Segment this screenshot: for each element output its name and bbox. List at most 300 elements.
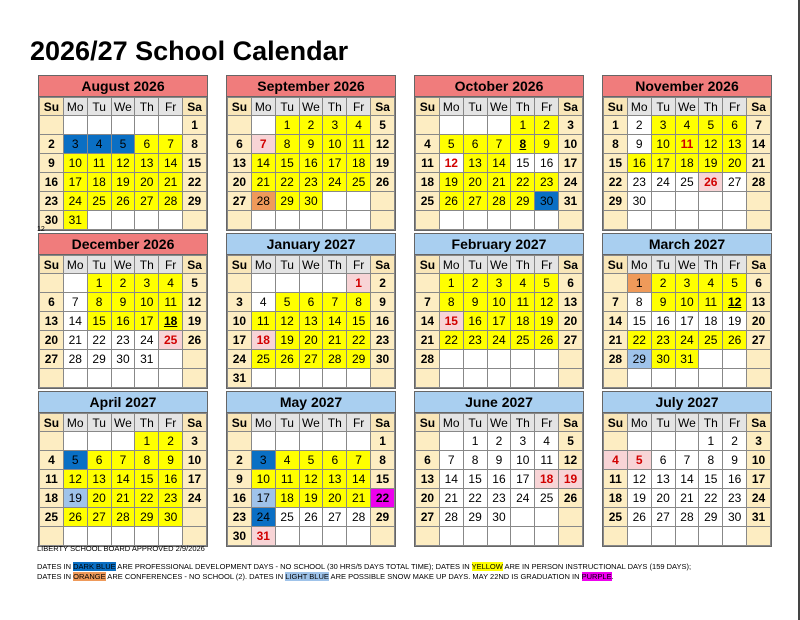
day-cell: 17 bbox=[251, 489, 275, 508]
empty-cell bbox=[439, 369, 463, 388]
day-cell: 22 bbox=[699, 489, 723, 508]
day-cell: 15 bbox=[511, 154, 535, 173]
empty-cell bbox=[371, 527, 395, 546]
day-cell: 20 bbox=[651, 489, 675, 508]
weekday-header: We bbox=[675, 98, 699, 116]
day-cell: 22 bbox=[87, 331, 111, 350]
day-cell: 30 bbox=[111, 350, 135, 369]
day-cell: 15 bbox=[463, 470, 487, 489]
day-cell: 23 bbox=[159, 489, 183, 508]
day-cell: 11 bbox=[604, 470, 628, 489]
day-cell: 8 bbox=[511, 135, 535, 154]
day-cell: 5 bbox=[723, 274, 747, 293]
empty-cell bbox=[40, 432, 64, 451]
day-cell: 4 bbox=[699, 274, 723, 293]
day-cell: 23 bbox=[651, 331, 675, 350]
weekday-header: We bbox=[299, 414, 323, 432]
day-cell: 24 bbox=[251, 508, 275, 527]
day-cell: 2 bbox=[627, 116, 651, 135]
empty-cell bbox=[251, 432, 275, 451]
day-cell: 30 bbox=[159, 508, 183, 527]
day-cell: 12 bbox=[699, 135, 723, 154]
day-cell: 17 bbox=[183, 470, 207, 489]
legend-instructional: YELLOW bbox=[471, 562, 503, 571]
day-cell: 18 bbox=[251, 331, 275, 350]
empty-cell bbox=[416, 211, 440, 230]
day-cell: 17 bbox=[651, 154, 675, 173]
day-cell: 23 bbox=[487, 489, 511, 508]
day-cell: 13 bbox=[416, 470, 440, 489]
day-cell: 4 bbox=[251, 293, 275, 312]
weekday-header: Sa bbox=[747, 98, 771, 116]
weekday-header: Mo bbox=[63, 414, 87, 432]
empty-cell bbox=[228, 116, 252, 135]
day-cell: 21 bbox=[347, 489, 371, 508]
empty-cell bbox=[299, 432, 323, 451]
day-cell: 24 bbox=[511, 489, 535, 508]
day-cell: 8 bbox=[604, 135, 628, 154]
month-title: September 2026 bbox=[227, 76, 395, 97]
day-cell: 26 bbox=[299, 508, 323, 527]
day-cell: 6 bbox=[723, 116, 747, 135]
day-cell: 29 bbox=[463, 508, 487, 527]
day-cell: 3 bbox=[675, 274, 699, 293]
month-block bbox=[414, 391, 584, 547]
empty-cell bbox=[323, 432, 347, 451]
empty-cell bbox=[275, 211, 299, 230]
empty-cell bbox=[111, 211, 135, 230]
day-cell: 30 bbox=[371, 350, 395, 369]
day-cell: 26 bbox=[63, 508, 87, 527]
day-cell: 18 bbox=[511, 312, 535, 331]
empty-cell bbox=[40, 116, 64, 135]
day-cell: 6 bbox=[559, 274, 583, 293]
day-cell: 7 bbox=[251, 135, 275, 154]
day-cell: 14 bbox=[323, 312, 347, 331]
day-cell: 8 bbox=[87, 293, 111, 312]
day-cell: 20 bbox=[463, 173, 487, 192]
approval-note: LIBERTY SCHOOL BOARD APPROVED 2/9/2026 bbox=[37, 544, 205, 553]
day-cell: 30 bbox=[651, 350, 675, 369]
day-cell: 16 bbox=[463, 312, 487, 331]
day-cell: 2 bbox=[535, 116, 559, 135]
day-cell: 24 bbox=[63, 192, 87, 211]
day-cell: 2 bbox=[111, 274, 135, 293]
day-cell: 26 bbox=[723, 331, 747, 350]
empty-cell bbox=[651, 432, 675, 451]
day-cell: 1 bbox=[627, 274, 651, 293]
weekday-header: Su bbox=[40, 98, 64, 116]
empty-cell bbox=[651, 211, 675, 230]
day-cell: 29 bbox=[183, 192, 207, 211]
month-title: November 2026 bbox=[603, 76, 771, 97]
empty-cell bbox=[416, 527, 440, 546]
empty-cell bbox=[299, 527, 323, 546]
day-cell: 25 bbox=[675, 173, 699, 192]
weekday-header: Su bbox=[40, 414, 64, 432]
day-cell: 3 bbox=[228, 293, 252, 312]
empty-cell bbox=[371, 192, 395, 211]
empty-cell bbox=[111, 369, 135, 388]
day-cell: 16 bbox=[40, 173, 64, 192]
day-cell: 20 bbox=[747, 312, 771, 331]
day-cell: 8 bbox=[135, 451, 159, 470]
weekday-header: Su bbox=[416, 256, 440, 274]
day-cell: 4 bbox=[347, 116, 371, 135]
day-cell: 26 bbox=[699, 173, 723, 192]
day-cell: 22 bbox=[511, 173, 535, 192]
weekday-header: We bbox=[487, 98, 511, 116]
day-cell: 27 bbox=[559, 331, 583, 350]
day-cell: 30 bbox=[535, 192, 559, 211]
empty-cell bbox=[183, 211, 207, 230]
day-cell: 10 bbox=[511, 451, 535, 470]
day-cell: 1 bbox=[183, 116, 207, 135]
weekday-header: Su bbox=[416, 414, 440, 432]
day-cell: 22 bbox=[627, 331, 651, 350]
empty-cell bbox=[747, 369, 771, 388]
weekday-header: Tu bbox=[87, 98, 111, 116]
day-cell: 21 bbox=[63, 331, 87, 350]
day-cell: 14 bbox=[675, 470, 699, 489]
day-cell: 13 bbox=[135, 154, 159, 173]
day-cell: 29 bbox=[511, 192, 535, 211]
day-cell: 31 bbox=[747, 508, 771, 527]
day-cell: 5 bbox=[111, 135, 135, 154]
day-cell: 1 bbox=[699, 432, 723, 451]
empty-cell bbox=[323, 527, 347, 546]
day-cell: 20 bbox=[416, 489, 440, 508]
day-cell: 8 bbox=[275, 135, 299, 154]
day-cell: 7 bbox=[439, 451, 463, 470]
day-cell: 26 bbox=[371, 173, 395, 192]
day-cell: 4 bbox=[511, 274, 535, 293]
day-cell: 20 bbox=[135, 173, 159, 192]
empty-cell bbox=[627, 211, 651, 230]
day-cell: 13 bbox=[323, 470, 347, 489]
empty-cell bbox=[63, 527, 87, 546]
weekday-header: Tu bbox=[651, 98, 675, 116]
day-cell: 12 bbox=[275, 312, 299, 331]
empty-cell bbox=[40, 369, 64, 388]
day-cell: 9 bbox=[535, 135, 559, 154]
weekday-header: Tu bbox=[651, 414, 675, 432]
day-cell: 9 bbox=[487, 451, 511, 470]
empty-cell bbox=[87, 369, 111, 388]
day-cell: 4 bbox=[604, 451, 628, 470]
empty-cell bbox=[159, 211, 183, 230]
day-cell: 23 bbox=[627, 173, 651, 192]
empty-cell bbox=[275, 369, 299, 388]
day-cell: 3 bbox=[63, 135, 87, 154]
day-cell: 24 bbox=[651, 173, 675, 192]
legend-prof-dev: DARK BLUE bbox=[73, 562, 116, 571]
day-cell: 21 bbox=[675, 489, 699, 508]
weekday-header: Mo bbox=[627, 414, 651, 432]
day-cell: 1 bbox=[371, 432, 395, 451]
legend-text: ARE CONFERENCES - NO SCHOOL (2). DATES IN bbox=[105, 572, 286, 581]
day-cell: 4 bbox=[675, 116, 699, 135]
day-cell: 18 bbox=[275, 489, 299, 508]
weekday-header: Su bbox=[228, 256, 252, 274]
day-cell: 12 bbox=[299, 470, 323, 489]
day-cell: 3 bbox=[251, 451, 275, 470]
day-cell: 25 bbox=[275, 508, 299, 527]
day-cell: 28 bbox=[439, 508, 463, 527]
empty-cell bbox=[535, 211, 559, 230]
empty-cell bbox=[439, 432, 463, 451]
empty-cell bbox=[747, 192, 771, 211]
empty-cell bbox=[299, 369, 323, 388]
empty-cell bbox=[511, 211, 535, 230]
day-cell: 9 bbox=[111, 293, 135, 312]
empty-cell bbox=[159, 369, 183, 388]
weekday-header: Th bbox=[511, 98, 535, 116]
empty-cell bbox=[228, 274, 252, 293]
day-cell: 7 bbox=[747, 116, 771, 135]
day-cell: 5 bbox=[699, 116, 723, 135]
day-cell: 12 bbox=[371, 135, 395, 154]
day-cell: 1 bbox=[511, 116, 535, 135]
month-block bbox=[414, 75, 584, 231]
empty-cell bbox=[159, 527, 183, 546]
day-cell: 10 bbox=[63, 154, 87, 173]
day-cell: 24 bbox=[487, 331, 511, 350]
weekday-header: Sa bbox=[559, 414, 583, 432]
weekday-header: Th bbox=[323, 98, 347, 116]
day-cell: 6 bbox=[463, 135, 487, 154]
empty-cell bbox=[371, 211, 395, 230]
empty-cell bbox=[183, 350, 207, 369]
empty-cell bbox=[159, 116, 183, 135]
day-cell: 15 bbox=[627, 312, 651, 331]
day-cell: 9 bbox=[228, 470, 252, 489]
weekday-header: Tu bbox=[275, 98, 299, 116]
day-cell: 5 bbox=[371, 116, 395, 135]
day-cell: 13 bbox=[40, 312, 64, 331]
weekday-header: Th bbox=[135, 256, 159, 274]
day-cell: 2 bbox=[40, 135, 64, 154]
day-cell: 14 bbox=[439, 470, 463, 489]
day-cell: 22 bbox=[371, 489, 395, 508]
empty-cell bbox=[699, 350, 723, 369]
day-cell: 10 bbox=[747, 451, 771, 470]
weekday-header: Th bbox=[323, 414, 347, 432]
day-cell: 24 bbox=[675, 331, 699, 350]
day-cell: 28 bbox=[487, 192, 511, 211]
day-cell: 22 bbox=[439, 331, 463, 350]
weekday-header: Th bbox=[699, 98, 723, 116]
weekday-header: Tu bbox=[275, 414, 299, 432]
day-cell: 28 bbox=[111, 508, 135, 527]
day-cell: 15 bbox=[371, 470, 395, 489]
day-cell: 27 bbox=[723, 173, 747, 192]
day-cell: 1 bbox=[604, 116, 628, 135]
weekday-header: Su bbox=[228, 98, 252, 116]
day-cell: 25 bbox=[159, 331, 183, 350]
day-cell: 4 bbox=[159, 274, 183, 293]
empty-cell bbox=[299, 211, 323, 230]
day-cell: 9 bbox=[723, 451, 747, 470]
day-cell: 10 bbox=[675, 293, 699, 312]
weekday-header: Su bbox=[416, 98, 440, 116]
empty-cell bbox=[323, 211, 347, 230]
day-cell: 10 bbox=[251, 470, 275, 489]
day-cell: 26 bbox=[439, 192, 463, 211]
day-cell: 21 bbox=[439, 489, 463, 508]
day-cell: 2 bbox=[723, 432, 747, 451]
weekday-header: Th bbox=[135, 98, 159, 116]
day-cell: 6 bbox=[747, 274, 771, 293]
day-cell: 24 bbox=[228, 350, 252, 369]
empty-cell bbox=[40, 274, 64, 293]
day-cell: 13 bbox=[87, 470, 111, 489]
legend-text: ARE POSSIBLE SNOW MAKE UP DAYS. MAY 22ND IS GRADUATION IN bbox=[328, 572, 582, 581]
day-cell: 27 bbox=[747, 331, 771, 350]
month-title: March 2027 bbox=[603, 234, 771, 255]
day-cell: 19 bbox=[723, 312, 747, 331]
day-cell: 27 bbox=[651, 508, 675, 527]
empty-cell bbox=[416, 369, 440, 388]
day-cell: 26 bbox=[111, 192, 135, 211]
empty-cell bbox=[559, 350, 583, 369]
day-cell: 5 bbox=[439, 135, 463, 154]
weekday-header: Su bbox=[228, 414, 252, 432]
day-cell: 26 bbox=[275, 350, 299, 369]
empty-cell bbox=[183, 369, 207, 388]
day-cell: 20 bbox=[559, 312, 583, 331]
empty-cell bbox=[439, 211, 463, 230]
day-cell: 23 bbox=[535, 173, 559, 192]
weekday-header: Sa bbox=[559, 256, 583, 274]
weekday-header: We bbox=[487, 414, 511, 432]
empty-cell bbox=[87, 211, 111, 230]
month-block bbox=[38, 233, 208, 389]
day-cell: 19 bbox=[371, 154, 395, 173]
day-cell: 3 bbox=[511, 432, 535, 451]
day-cell: 3 bbox=[183, 432, 207, 451]
empty-cell bbox=[87, 116, 111, 135]
day-cell: 7 bbox=[111, 451, 135, 470]
day-cell: 19 bbox=[439, 173, 463, 192]
empty-cell bbox=[699, 192, 723, 211]
weekday-header: Mo bbox=[251, 98, 275, 116]
empty-cell bbox=[251, 116, 275, 135]
day-cell: 29 bbox=[275, 192, 299, 211]
empty-cell bbox=[604, 369, 628, 388]
legend-line-2 bbox=[37, 572, 614, 581]
day-cell: 17 bbox=[323, 154, 347, 173]
month-title: December 2026 bbox=[39, 234, 207, 255]
day-cell: 9 bbox=[371, 293, 395, 312]
weekday-header: Mo bbox=[627, 98, 651, 116]
day-cell: 2 bbox=[463, 274, 487, 293]
day-cell: 1 bbox=[135, 432, 159, 451]
day-cell: 14 bbox=[604, 312, 628, 331]
day-cell: 25 bbox=[251, 350, 275, 369]
weekday-header: We bbox=[675, 414, 699, 432]
day-cell: 4 bbox=[416, 135, 440, 154]
day-cell: 18 bbox=[416, 173, 440, 192]
empty-cell bbox=[559, 508, 583, 527]
day-cell: 21 bbox=[487, 173, 511, 192]
weekday-header: Fr bbox=[347, 414, 371, 432]
day-cell: 9 bbox=[299, 135, 323, 154]
empty-cell bbox=[63, 116, 87, 135]
day-cell: 14 bbox=[251, 154, 275, 173]
month-title: October 2026 bbox=[415, 76, 583, 97]
day-cell: 23 bbox=[111, 331, 135, 350]
day-cell: 4 bbox=[535, 432, 559, 451]
weekday-header: Su bbox=[604, 414, 628, 432]
empty-cell bbox=[604, 432, 628, 451]
day-cell: 9 bbox=[627, 135, 651, 154]
day-cell: 7 bbox=[347, 451, 371, 470]
day-cell: 29 bbox=[627, 350, 651, 369]
day-cell: 23 bbox=[299, 173, 323, 192]
day-cell: 16 bbox=[651, 312, 675, 331]
weekday-header: Mo bbox=[439, 256, 463, 274]
weekday-header: Fr bbox=[535, 256, 559, 274]
day-cell: 21 bbox=[323, 331, 347, 350]
day-cell: 1 bbox=[87, 274, 111, 293]
empty-cell bbox=[228, 211, 252, 230]
day-cell: 2 bbox=[299, 116, 323, 135]
day-cell: 21 bbox=[111, 489, 135, 508]
day-cell: 25 bbox=[511, 331, 535, 350]
day-cell: 10 bbox=[559, 135, 583, 154]
empty-cell bbox=[723, 350, 747, 369]
day-cell: 29 bbox=[371, 508, 395, 527]
day-cell: 17 bbox=[747, 470, 771, 489]
weekday-header: Mo bbox=[627, 256, 651, 274]
weekday-header: Tu bbox=[651, 256, 675, 274]
day-cell: 8 bbox=[699, 451, 723, 470]
day-cell: 16 bbox=[535, 154, 559, 173]
empty-cell bbox=[675, 211, 699, 230]
day-cell: 31 bbox=[251, 527, 275, 546]
empty-cell bbox=[275, 274, 299, 293]
weekday-header: Th bbox=[135, 414, 159, 432]
day-cell: 23 bbox=[463, 331, 487, 350]
day-cell: 21 bbox=[416, 331, 440, 350]
weekday-header: Fr bbox=[159, 256, 183, 274]
day-cell: 22 bbox=[183, 173, 207, 192]
weekday-header: Th bbox=[699, 256, 723, 274]
empty-cell bbox=[511, 369, 535, 388]
day-cell: 2 bbox=[371, 274, 395, 293]
weekday-header: Tu bbox=[87, 414, 111, 432]
day-cell: 27 bbox=[135, 192, 159, 211]
day-cell: 17 bbox=[135, 312, 159, 331]
day-cell: 19 bbox=[535, 312, 559, 331]
weekday-header: Fr bbox=[723, 98, 747, 116]
weekday-header: Mo bbox=[251, 414, 275, 432]
weekday-header: Tu bbox=[463, 98, 487, 116]
day-cell: 4 bbox=[87, 135, 111, 154]
day-cell: 18 bbox=[87, 173, 111, 192]
day-cell: 6 bbox=[228, 135, 252, 154]
empty-cell bbox=[323, 192, 347, 211]
day-cell: 13 bbox=[723, 135, 747, 154]
day-cell: 21 bbox=[159, 173, 183, 192]
day-cell: 17 bbox=[63, 173, 87, 192]
day-cell: 19 bbox=[299, 489, 323, 508]
day-cell: 27 bbox=[40, 350, 64, 369]
empty-cell bbox=[228, 432, 252, 451]
day-cell: 20 bbox=[87, 489, 111, 508]
month-block bbox=[602, 391, 772, 547]
